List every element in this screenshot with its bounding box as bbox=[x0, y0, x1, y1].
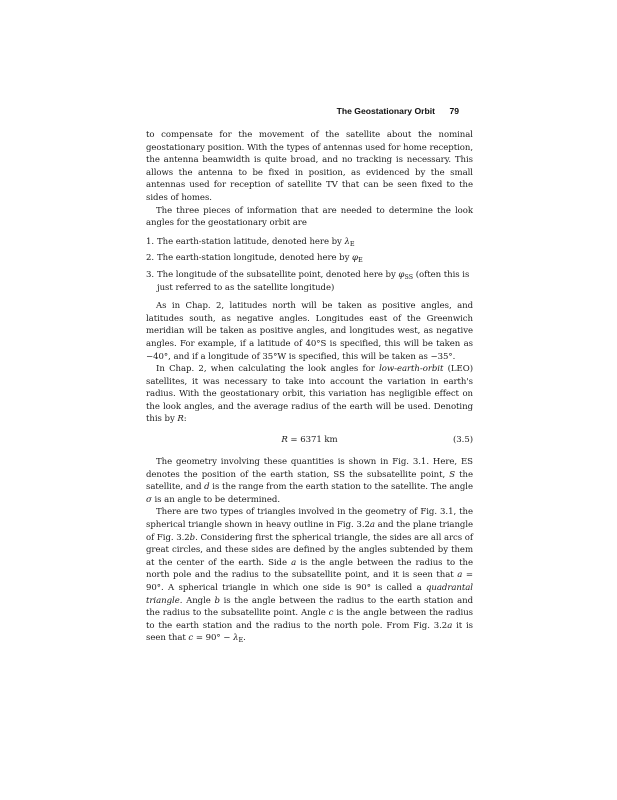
equation-number: (3.5) bbox=[452, 435, 473, 446]
paragraph-5: The geometry involving these quantities is shown in Fig. 3.1. Here, ES denotes the position of the earth station, SS the subsatellite point, S the satellite, and d is the range from the earth station to the satellite. The angle σ is an angle to be determined. bbox=[146, 457, 474, 505]
list-item: 1. The earth-station latitude, denoted here by $\lambda_E$ bbox=[146, 236, 355, 248]
list-number: 3. bbox=[146, 269, 155, 280]
paragraph-4: In Chap. 2, when calculating the look angles for low-earth-orbit (LEO) satellites, it was necessary to take into account the variation in earth's radius. With the geostationary orbit, this variation has negligible effect on the look angles, and the average radius of the earth will be used. Denoting this by R: bbox=[146, 364, 473, 425]
page-number: 79 bbox=[449, 106, 459, 116]
list-item: 3. The longitude of the subsatellite point, denoted here by $\varphi_{SS}$ (often this is just referred to as the satellite longitude) bbox=[146, 269, 470, 293]
paragraph-1: to compensate for the movement of the satellite about the nominal geostationary position. With the types of antennas used for home reception, the antenna beamwidth is quite broad, and no tracking is necessary. This allows the antenna to be fixed in position, as evidenced by the small antennas used for reception of satellite TV that can be seen fixed to the sides of homes. bbox=[146, 130, 473, 203]
paragraph-2: The three pieces of information that are needed to determine the look angles for the geostationary orbit are bbox=[146, 205, 473, 229]
equation-3-5: R = 6371 km (3.5) bbox=[281, 435, 473, 446]
list-item: 2. The earth-station longitude, denoted here by $\varphi_E$ bbox=[146, 253, 363, 265]
body-text bbox=[146, 129, 473, 645]
paragraph-3: As in Chap. 2, latitudes north will be taken as positive angles, and latitudes south, as negative angles. Longitudes east of the Greenwich meridian will be taken as positive angles, and longitudes west, as negative angles. For example, if a latitude of 40°S is specified, this will be taken as −40°, and if a longitude of 35°W is specified, this will be taken as −35°. bbox=[146, 301, 473, 362]
running-title: The Geostationary Orbit bbox=[336, 106, 435, 116]
running-header bbox=[146, 106, 459, 120]
paragraph-6: There are two types of triangles involved in the geometry of Fig. 3.1, the spherical triangle shown in heavy outline in Fig. 3.2a and the plane triangle of Fig. 3.2b. Considering first the spherical triangle, the sides are all arcs of great circles, and these sides are defined by the angles subtended by them at the center of the earth. Side a is the angle between the radius to the north pole and the radius to the subsatellite point, and it is seen that a = 90°. A spherical triangle in which one side is 90° is called a quadrantal triangle. Angle b is the angle between the radius to the earth station and the radius to the subsatellite point. Angle c is the angle between the radius to the earth station and the radius to the north pole. From Fig. 3.2a it is seen that $c = 90^\circ - \lambda_E$. bbox=[146, 507, 474, 645]
list-number: 1. bbox=[146, 236, 155, 247]
info-list bbox=[146, 236, 473, 294]
list-number: 2. bbox=[146, 253, 155, 264]
